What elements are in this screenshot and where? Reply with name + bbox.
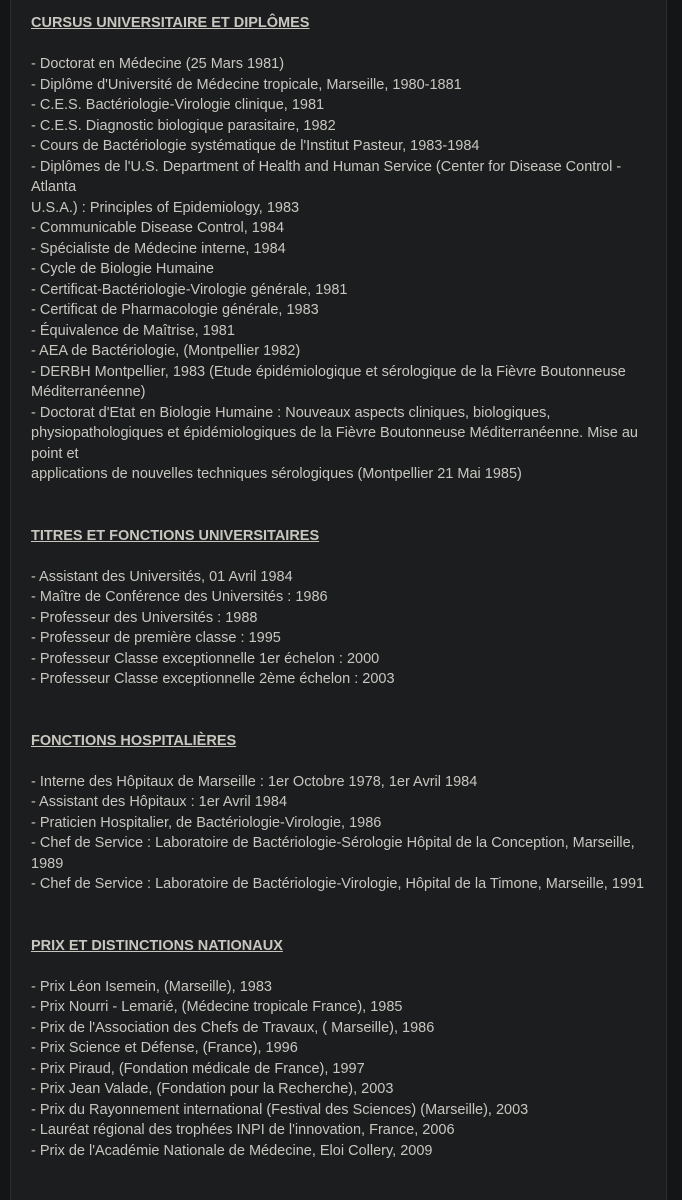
list-item: - Certificat-Bactériologie-Virologie générale, 1981 — [31, 281, 348, 298]
list-item: - Prix Piraud, (Fondation médicale de France), 1997 — [31, 1060, 365, 1077]
section-title-titres: TITRES ET FONCTIONS UNIVERSITAIRES — [31, 527, 320, 544]
list-item: - Prix de l'Académie Nationale de Médecine, Eloi Collery, 2009 — [31, 1142, 433, 1159]
list-item: - Prix de l'Association des Chefs de Travaux, ( Marseille), 1986 — [31, 1019, 435, 1036]
list-item: - Cours de Bactériologie systématique de l'Institut Pasteur, 1983-1984 — [31, 138, 480, 154]
list-item: - Maître de Conférence des Universités : 1986 — [31, 589, 328, 605]
list-item: - Doctorat d'Etat en Biologie Humaine : Nouveaux aspects cliniques, biologiques, physiopathologiques et épidémiologiques de la Fièvre Boutonneuse Méditerranéenne. Mise au point et — [31, 404, 638, 462]
list-item: - Prix du Rayonnement international (Festival des Sciences) (Marseille), 2003 — [31, 1101, 529, 1118]
list-item: - Prix Jean Valade, (Fondation pour la Recherche), 2003 — [31, 1081, 394, 1097]
list-item: - Professeur Classe exceptionnelle 1er échelon : 2000 — [31, 650, 380, 667]
section-title-prix: PRIX ET DISTINCTIONS NATIONAUX — [31, 937, 283, 954]
list-item: - Prix Nourri - Lemarié, (Médecine tropicale France), 1985 — [31, 999, 403, 1015]
list-item: - DERBH Montpellier, 1983 (Etude épidémiologique et sérologique de la Fièvre Boutonneuse Méditerranéenne) — [31, 363, 626, 400]
list-item: - Lauréat régional des trophées INPI de l'innovation, France, 2006 — [31, 1122, 455, 1138]
list-item: - Assistant des Universités, 01 Avril 1984 — [31, 568, 293, 585]
list-item: - Prix Science et Défense, (France), 1996 — [31, 1040, 298, 1056]
section-titres — [31, 526, 646, 690]
list-item: - Certificat de Pharmacologie générale, 1983 — [31, 302, 319, 318]
list-item: - Communicable Disease Control, 1984 — [31, 220, 285, 236]
list-item: - C.E.S. Diagnostic biologique parasitaire, 1982 — [31, 117, 336, 134]
list-item: - Équivalence de Maîtrise, 1981 — [31, 322, 235, 339]
list-item: - Cycle de Biologie Humaine — [31, 261, 214, 277]
list-item: - Diplômes de l'U.S. Department of Health and Human Service (Center for Disease Control - Atlanta — [31, 158, 622, 195]
section-fonctions-hospitalieres — [31, 731, 646, 895]
list-item: - Professeur des Universités : 1988 — [31, 609, 258, 626]
list-item: - C.E.S. Bactériologie-Virologie clinique, 1981 — [31, 97, 325, 113]
list-item: - Assistant des Hôpitaux : 1er Avril 1984 — [31, 794, 288, 810]
cv-content — [31, 13, 646, 1161]
list-item: U.S.A.) : Principles of Epidemiology, 1983 — [31, 199, 300, 216]
list-item: - Chef de Service : Laboratoire de Bactériologie-Virologie, Hôpital de la Timone, Marseille, 1991 — [31, 876, 645, 892]
section-prix — [31, 936, 646, 1162]
section-title-fonctions: FONCTIONS HOSPITALIÈRES — [31, 732, 237, 749]
list-item: - Professeur de première classe : 1995 — [31, 630, 281, 646]
list-item: - Diplôme d'Université de Médecine tropicale, Marseille, 1980-1881 — [31, 76, 462, 93]
list-item: - Spécialiste de Médecine interne, 1984 — [31, 240, 286, 257]
list-item: - Doctorat en Médecine (25 Mars 1981) — [31, 56, 285, 72]
list-item: - Interne des Hôpitaux de Marseille : 1er Octobre 1978, 1er Avril 1984 — [31, 773, 478, 790]
list-item: - AEA de Bactériologie, (Montpellier 1982) — [31, 343, 301, 359]
section-title-cursus: CURSUS UNIVERSITAIRE ET DIPLÔMES — [31, 15, 310, 31]
list-item: - Praticien Hospitalier, de Bactériologie-Virologie, 1986 — [31, 814, 382, 831]
list-item: applications de nouvelles techniques sérologiques (Montpellier 21 Mai 1985) — [31, 466, 522, 482]
list-item: - Professeur Classe exceptionnelle 2ème échelon : 2003 — [31, 671, 395, 687]
list-item: - Chef de Service : Laboratoire de Bactériologie-Sérologie Hôpital de la Conception, Marseille, 1989 — [31, 835, 635, 872]
list-item: - Prix Léon Isemein, (Marseille), 1983 — [31, 978, 272, 995]
section-cursus — [31, 13, 646, 485]
